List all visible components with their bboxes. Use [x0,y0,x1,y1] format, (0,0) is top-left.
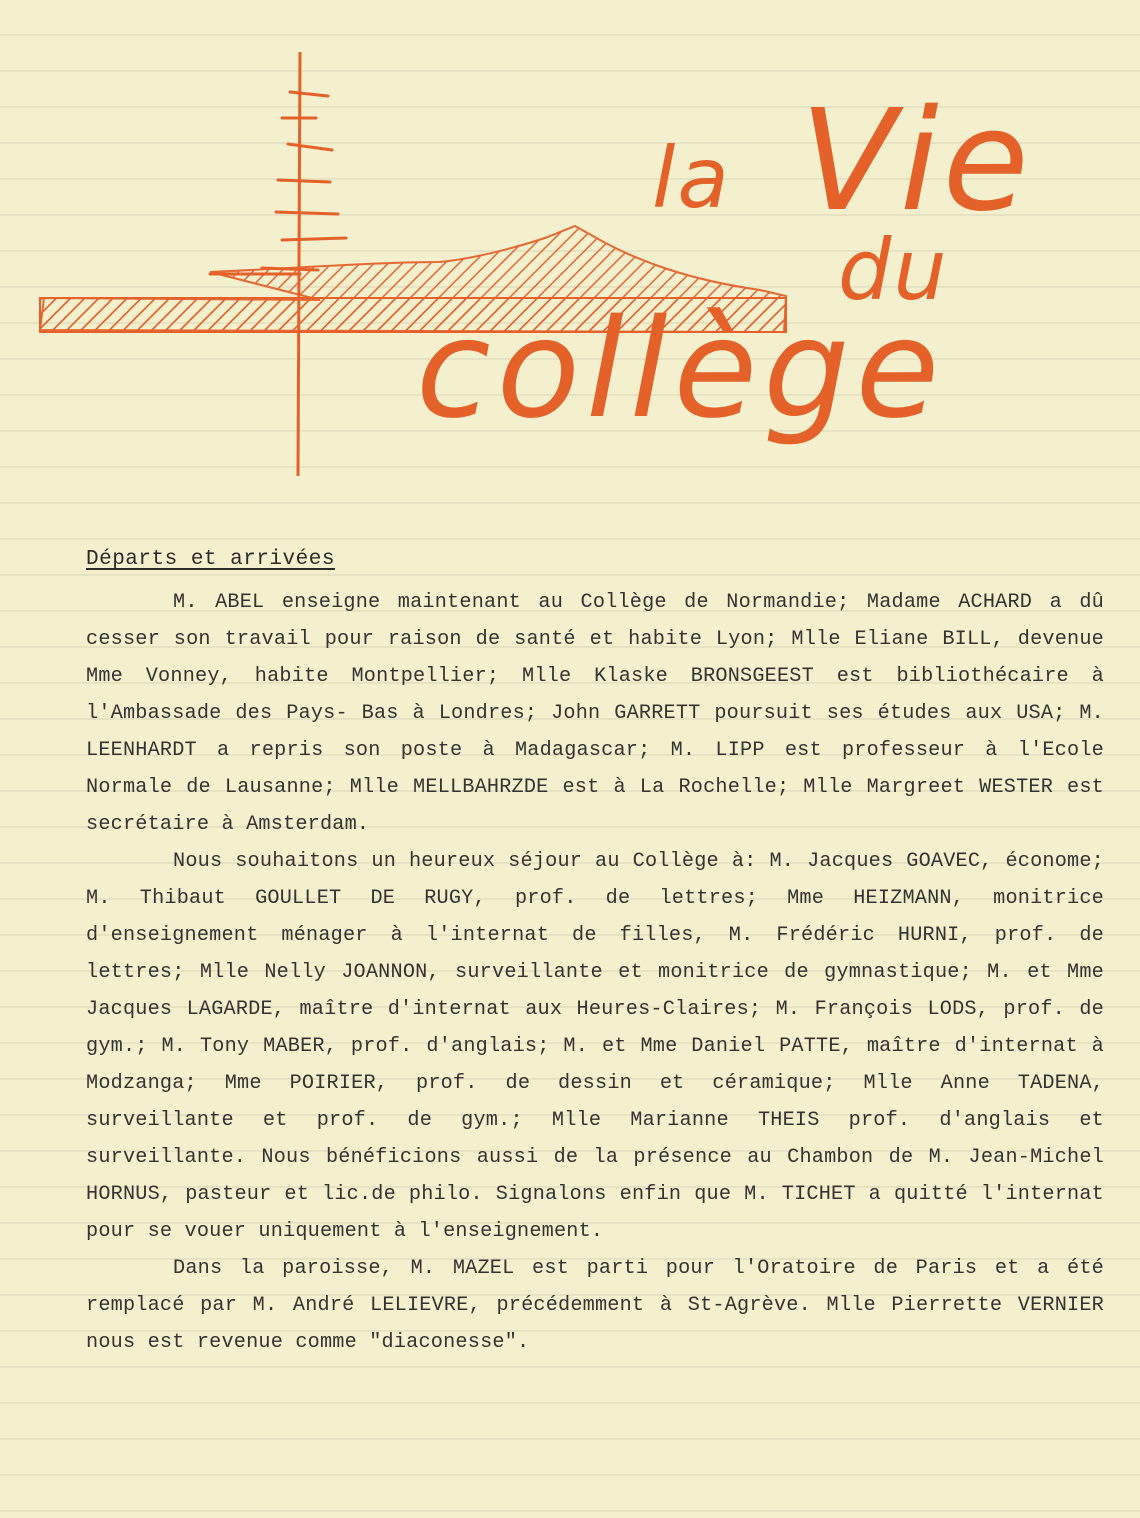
title-word-du: du [838,221,949,319]
tree-trunk-drawing [298,52,300,476]
paragraph-arrivals: Nous souhaitons un heureux séjour au Collège à: M. Jacques GOAVEC, économe; M. Thibaut GOULLET DE RUGY, prof. de lettres; Mme HEIZMANN, monitrice d'enseignement ménager à l'internat de filles, M. Frédéric HURNI, prof. de lettres; Mlle Nelly JOANNON, surveillante et monitrice de gymnastique; M. et Mme Jacques LAGARDE, maître d'internat aux Heures-Claires; M. François LODS, prof. de gym.; M. Tony MABER, prof. d'anglais; M. et Mme Daniel PATTE, maître d'internat à Modzanga; Mme POIRIER, prof. de dessin et céramique; Mlle Anne TADENA, surveillante et prof. de gym.; Mlle Marianne THEIS prof. d'anglais et surveillante. Nous bénéficions aussi de la présence au Chambon de M. Jean-Michel HORNUS, pasteur et lic.de philo. Signalons enfin que M. TICHET a quitté l'internat pour se vouer uniquement à l'enseignement. [86,850,1104,1243]
title-word-la: la [652,129,731,227]
title-word-vie: Vie [800,80,1033,243]
title-word-college: collège [416,291,946,449]
paragraph-parish: Dans la paroisse, M. MAZEL est parti pour l'Oratoire de Paris et a été remplacé par M. André LELIEVRE, précédemment à St-Agrève. Mlle Pierrette VERNIER nous est revenue comme "diaconesse". [86,1257,1104,1354]
tree-branches-drawing [210,92,346,274]
paragraph-departures: M. ABEL enseigne maintenant au Collège de Normandie; Madame ACHARD a dû cesser son travail pour raison de santé et habite Lyon; Mlle Eliane BILL, devenue Mme Vonney, habite Montpellier; Mlle Klaske BRONSGEEST est bibliothécaire à l'Ambassade des Pays- Bas à Londres; John GARRETT poursuit ses études aux USA; M. LEENHARDT a repris son poste à Madagascar; M. LIPP est professeur à l'Ecole Normale de Lausanne; Mlle MELLBAHRZDE est à La Rochelle; Mlle Margreet WESTER est secrétaire à Amsterdam. [86,591,1104,836]
section-heading: Départs et arrivées [86,548,335,571]
article-body [86,584,1104,1361]
